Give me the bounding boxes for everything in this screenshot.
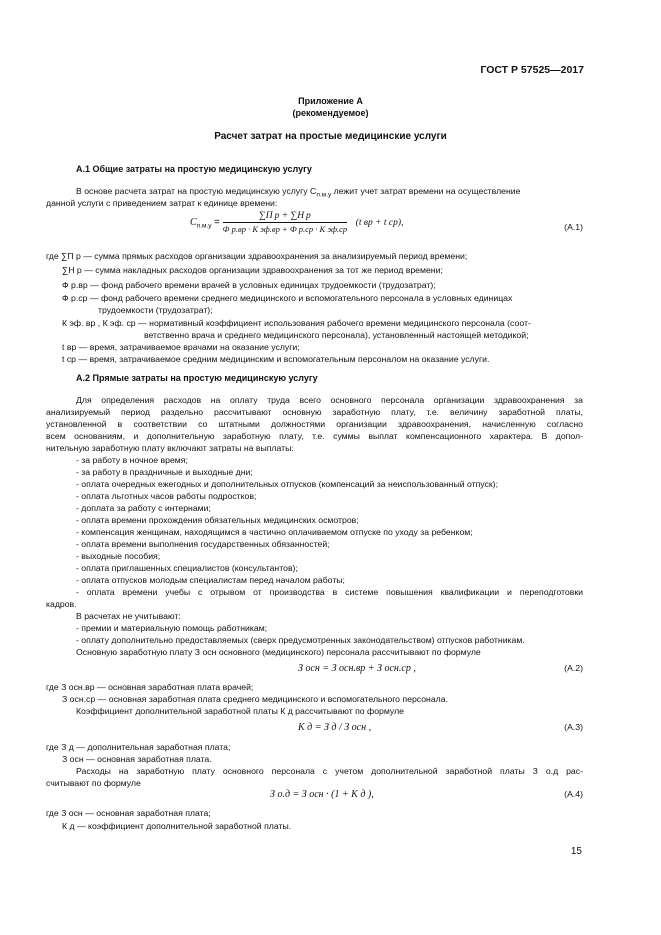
list-item: - оплата времени выполнения государственных обязанностей; xyxy=(76,539,330,549)
list-item: - доплата за работу с интернами; xyxy=(76,503,211,513)
expense-text-1: Расходы на заработную плату основного персонала с учетом дополнительной заработной платы З о.д рас- xyxy=(76,766,583,776)
a1-def-time-doctors: t вр — время, затрачиваемое врачами на оказание услуги; xyxy=(62,342,300,352)
appendix-title: Приложение А xyxy=(298,96,363,106)
formula-a2-label: (А.2) xyxy=(564,663,583,673)
formula-a3-label: (А.3) xyxy=(564,722,583,732)
section-a2-heading: А.2 Прямые затраты на простую медицинскую услугу xyxy=(76,373,318,383)
list-item: - премии и материальную помощь работникам; xyxy=(76,623,268,633)
formula-a2: З осн = З осн.вр + З осн.ср , xyxy=(298,663,416,674)
a4-def-coefficient: К д — коэффициент дополнительной заработной платы. xyxy=(62,821,292,831)
a2-para-line-4: всем основаниям, и дополнительную заработную плату, т.е. суммы выплат компенсационного характера. В допол- xyxy=(46,431,583,441)
formula-a1-denominator: Ф р.вр · К эф.вр + Ф р.ср · К эф.ср xyxy=(222,224,348,234)
a1-intro-line-1: В основе расчета затрат на простую медицинскую услугу $С_{п.м.у}$ лежит учет затрат времени на осуществление xyxy=(76,186,521,199)
standard-number: ГОСТ Р 57525—2017 xyxy=(480,64,584,76)
appendix-subtitle: (рекомендуемое) xyxy=(292,108,369,118)
a1-def-fund-nurses-cont: трудоемкости (трудозатрат); xyxy=(98,305,213,315)
formula-a1-label: (А.1) xyxy=(564,222,583,232)
list-item: - оплата времени учебы с отрывом от производства в системе повышения квалификации и переподготовки xyxy=(76,587,583,597)
a1-def-coefficient: К эф. вр , К эф. ср — нормативный коэффициент использования рабочего времени медицинского персонала (соот- xyxy=(62,318,531,328)
a1-def-time-nurses: t ср — время, затрачиваемое средним медицинским и вспомогательным персоналом на оказание услуги. xyxy=(62,354,490,364)
section-a1-heading: А.1 Общие затраты на простую медицинскую услугу xyxy=(76,164,312,174)
a1-def-fund-doctors: Ф р.вр — фонд рабочего времени врачей в условных единицах трудоемкости (трудозатрат); xyxy=(62,280,436,290)
formula-a1-lhs: С xyxy=(190,216,197,228)
a2-para-line-2: анализируемый период раздельно рассчитывают основную заработную плату, т.е. величину заработной платы, xyxy=(46,407,583,417)
formula-a4-label: (А.4) xyxy=(564,789,583,799)
list-item: - оплата времени прохождения обязательных медицинских осмотров; xyxy=(76,515,359,525)
list-item: - компенсация женщинам, находящимся в частично оплачиваемом отпуске по уходу за ребенком; xyxy=(76,527,473,537)
page-number: 15 xyxy=(570,846,582,857)
a1-intro-line-2: данной услуги с приведением затрат к единице времени: xyxy=(46,198,278,208)
list-item: - оплата льготных часов работы подростков; xyxy=(76,491,257,501)
a4-def-basic: где З осн — основная заработная плата; xyxy=(46,808,211,818)
a3-def-additional: где З д — дополнительная заработная плата; xyxy=(46,742,231,752)
list-item: кадров. xyxy=(46,599,77,609)
list-item: - оплата отпусков молодым специалистам перед началом работы; xyxy=(76,575,345,585)
not-counted-heading: В расчетах не учитывают: xyxy=(76,611,181,621)
list-item: - выходные пособия; xyxy=(76,551,161,561)
a1-def-sum-overhead: ∑Н р — сумма накладных расходов организации здравоохранения за тот же период времени; xyxy=(62,265,443,275)
formula-a1-numerator: ∑П р + ∑Н р xyxy=(223,211,347,223)
basic-salary-text: Основную заработную плату З осн основного (медицинского) персонала рассчитывают по формуле xyxy=(76,647,481,657)
expense-text-2: считывают по формуле xyxy=(46,778,141,788)
a2-def-doctors: где З осн.вр — основная заработная плата врачей; xyxy=(46,682,254,692)
formula-a1: $С_{п.м.у}$ = $\frac{\text{∑П р + ∑Н р}}{\text{Ф р.вр · К эф.вр + Ф р.ср · К эф.ср}}$ (t вр + t ср), xyxy=(190,211,404,234)
list-item: - за работу в праздничные и выходные дни; xyxy=(76,467,253,477)
a2-para-line-3: установленной в соответствии со штатными должностями организации здравоохранения, начисленную согласно xyxy=(46,419,583,429)
formula-a1-fraction xyxy=(223,211,347,234)
formula-a4: З о.д = З осн · (1 + К д ), xyxy=(270,789,374,800)
a2-para-line-1: Для определения расходов на оплату труда всего основного персонала организации здравоохранения за xyxy=(76,395,583,405)
a2-para-line-5: нительную заработную плату включают затраты на выплаты: xyxy=(46,443,294,453)
a1-def-coefficient-cont: ветственно врача и среднего медицинского персонала), установленный настоящей методикой; xyxy=(144,330,529,340)
appendix-heading: Расчет затрат на простые медицинские услуги xyxy=(214,131,447,142)
formula-a1-time-factor: (t вр + t ср), xyxy=(355,217,404,228)
formula-a3: К д = З д / З осн , xyxy=(298,722,372,733)
list-item: - за работу в ночное время; xyxy=(76,455,188,465)
a3-def-basic: З осн — основная заработная плата. xyxy=(62,754,212,764)
list-item: - оплату дополнительно предоставляемых (сверх предусмотренных законодательством) отпусков работникам. xyxy=(76,635,525,645)
list-item: - оплата приглашенных специалистов (консультантов); xyxy=(76,563,298,573)
a2-def-nurses: З осн.ср — основная заработная плата среднего медицинского и вспомогательного персонала. xyxy=(62,694,449,704)
list-item: - оплата очередных ежегодных и дополнительных отпусков (компенсаций за неиспользованный отпуск); xyxy=(76,479,498,489)
coefficient-text: Коэффициент дополнительной заработной платы К д рассчитывают по формуле xyxy=(76,706,404,716)
a1-def-sum-direct: где ∑П р — сумма прямых расходов организации здравоохранения за анализируемый период времени; xyxy=(46,251,468,261)
a1-def-fund-nurses: Ф р.ср — фонд рабочего времени среднего медицинского и вспомогательного персонала в условных единицах xyxy=(62,293,513,303)
